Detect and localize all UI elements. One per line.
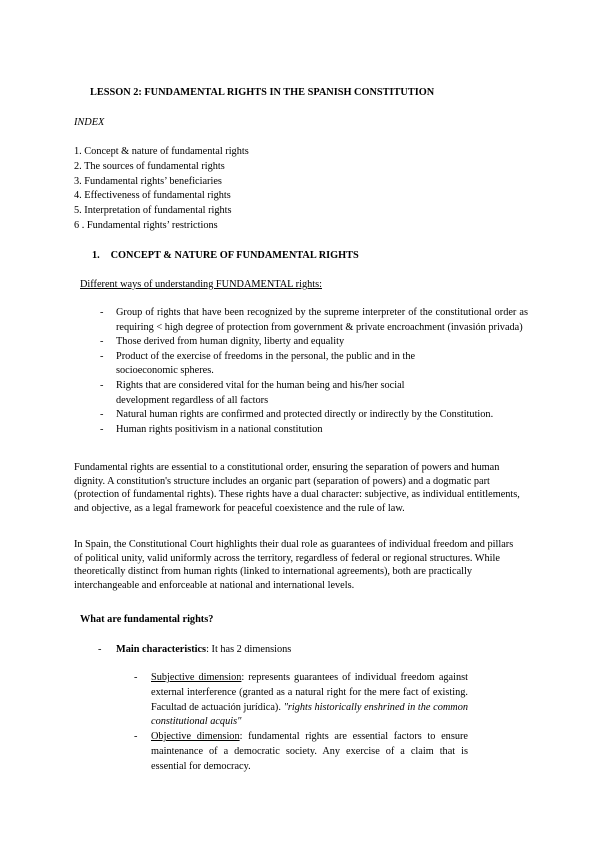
- ways-heading: Different ways of understanding FUNDAMENTAL rights:: [80, 279, 322, 290]
- page-title: LESSON 2: FUNDAMENTAL RIGHTS IN THE SPANISH CONSTITUTION: [90, 87, 435, 98]
- list-item: [100, 335, 528, 350]
- section-heading: [92, 249, 359, 263]
- index-label: INDEX: [74, 117, 105, 128]
- list-item-text: Group of rights that have been recognized by the supreme interpreter of the constitutional order as requiring < high degree of protection from government & private encroachment (invasión privada): [116, 307, 528, 333]
- list-item-text: Human rights positivism in a national constitution: [116, 423, 323, 435]
- toc-item: 5. Interpretation of fundamental rights: [74, 205, 232, 217]
- dimension-text: : fundamental rights are essential factors to ensure maintenance of a democratic society. Any exercise of a claim that is essential for democracy.: [151, 731, 468, 772]
- bullet-dash: -: [100, 336, 104, 348]
- main-characteristics-text: : It has 2 dimensions: [206, 644, 292, 655]
- toc-item: 6 . Fundamental rights’ restrictions: [74, 219, 218, 231]
- toc-item: 2. The sources of fundamental rights: [74, 160, 225, 172]
- bullet-dash: -: [100, 379, 104, 391]
- dimension-label: Subjective dimension: [151, 672, 242, 683]
- list-item: [100, 423, 528, 438]
- section-heading-text: CONCEPT & NATURE OF FUNDAMENTAL RIGHTS: [110, 250, 359, 261]
- table-of-contents: [74, 145, 249, 234]
- dimension-quote: "rights historically enshrined in the common constitutional acquis": [151, 701, 469, 728]
- section-number: 1.: [92, 250, 100, 261]
- list-item: [134, 671, 468, 730]
- paragraph: In Spain, the Constitutional Court highlights their dual role as guarantees of individual freedom and pillars of political unity, valid uniformly across the territory, regardless of federal or regional structures. While theoretically distinct from human rights (linked to international agreements), both are practically interchangeable and enforceable at national and international levels.: [74, 539, 514, 591]
- list-item-text: Natural human rights are confirmed and protected directly or indirectly by the Constitution.: [116, 409, 494, 421]
- list-item-text: Rights that are considered vital for the human being and his/her social development regardless of all factors: [116, 379, 405, 406]
- list-item: [100, 379, 528, 408]
- dimensions-list: [134, 671, 468, 775]
- definitions-list: [100, 306, 528, 437]
- list-item: [100, 408, 528, 423]
- bullet-dash: -: [134, 672, 138, 683]
- bullet-dash: -: [100, 350, 104, 362]
- paragraph: Fundamental rights are essential to a constitutional order, ensuring the separation of powers and human dignity. A constitution's structure includes an organic part (separation of powers) and a dogmatic part (protection of fundamental rights). These rights have a dual character: subjective, as individual entitlements, and objective, as a legal framework for peaceful coexistence and the rule of law.: [74, 462, 520, 514]
- bullet-dash: -: [100, 307, 104, 318]
- bullet-dash: -: [100, 409, 104, 421]
- dimension-text: : represents guarantees of individual freedom against external interference (granted as a natural right for the mere fact of existing. Facultad de actuación jurídica).: [151, 672, 468, 713]
- dimension-label: Objective dimension: [151, 731, 240, 743]
- list-item: [100, 350, 528, 379]
- list-item: [134, 730, 468, 774]
- toc-item: 1. Concept & nature of fundamental rights: [74, 146, 249, 157]
- toc-item: 4. Effectiveness of fundamental rights: [74, 190, 231, 202]
- bullet-dash: -: [98, 644, 102, 655]
- toc-item: 3. Fundamental rights’ beneficiaries: [74, 175, 222, 187]
- subsection-heading: What are fundamental rights?: [80, 614, 214, 625]
- list-item-text: Those derived from human dignity, liberty and equality: [116, 336, 345, 348]
- main-characteristics: [98, 643, 291, 657]
- bullet-dash: -: [134, 731, 138, 743]
- list-item-text: Product of the exercise of freedoms in the personal, the public and in the socioeconomic spheres.: [116, 350, 416, 377]
- list-item: [100, 306, 528, 335]
- bullet-dash: -: [100, 423, 104, 435]
- main-characteristics-label: Main characteristics: [116, 644, 207, 655]
